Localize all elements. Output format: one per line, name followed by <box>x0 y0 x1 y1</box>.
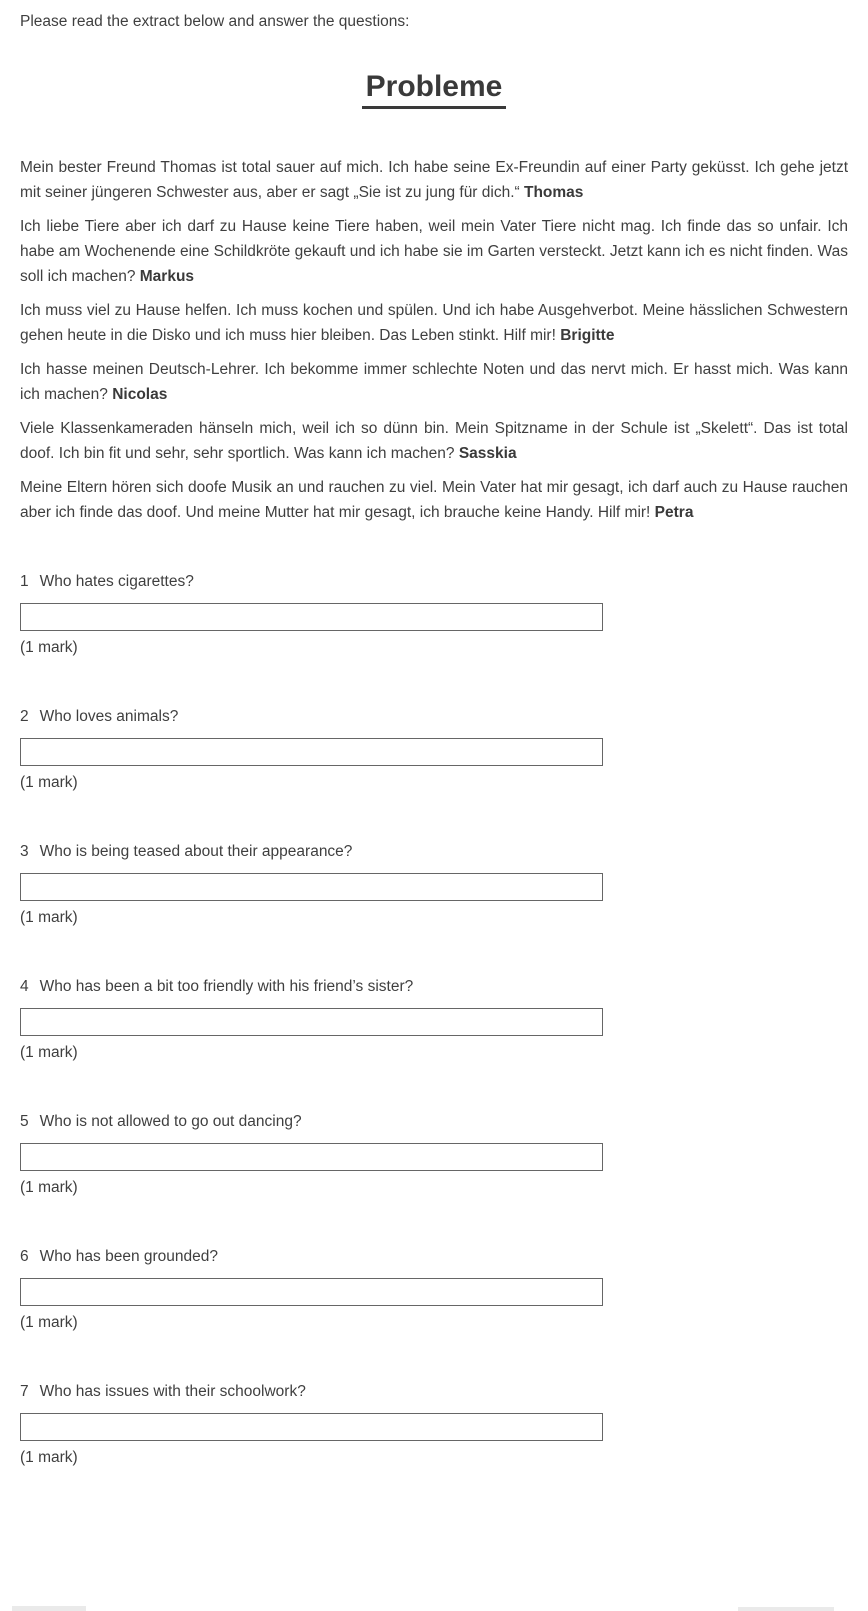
answer-input-4[interactable] <box>20 1008 603 1036</box>
extract-paragraph <box>20 214 848 289</box>
question-block-3 <box>20 839 848 930</box>
extract-paragraph <box>20 416 848 466</box>
author-name: Brigitte <box>560 327 615 344</box>
cutoff-element-left <box>12 1606 86 1611</box>
paragraph-text: Ich hasse meinen Deutsch-Lehrer. Ich bekomme immer schlechte Noten und das nervt mich. Er hasst mich. Was kann ich machen? <box>20 361 848 403</box>
question-text: Who has issues with their schoolwork? <box>39 1383 306 1400</box>
paragraph-text: Ich liebe Tiere aber ich darf zu Hause keine Tiere haben, weil mein Vater Tiere nicht mag. Ich finde das so unfair. Ich habe am Wochenende eine Schildkröte gekauft und ich habe sie im Garten versteckt. Jetzt kann ich es nicht finden. Was soll ich machen? <box>20 218 848 285</box>
question-number: 7 <box>20 1383 29 1400</box>
worksheet-title: Probleme <box>362 70 507 109</box>
questions-section <box>20 569 848 1470</box>
answer-input-7[interactable] <box>20 1413 603 1441</box>
mark-label: (1 mark) <box>20 639 78 656</box>
question-block-4 <box>20 974 848 1065</box>
mark-label: (1 mark) <box>20 1044 78 1061</box>
mark-label: (1 mark) <box>20 909 78 926</box>
answer-input-6[interactable] <box>20 1278 603 1306</box>
question-number: 3 <box>20 843 29 860</box>
extract-paragraph <box>20 298 848 348</box>
mark-label: (1 mark) <box>20 1449 78 1466</box>
question-number: 6 <box>20 1248 29 1265</box>
paragraph-text: Mein bester Freund Thomas ist total sauer auf mich. Ich habe seine Ex-Freundin auf einer Party geküsst. Ich gehe jetzt mit seiner jüngeren Schwester aus, aber er sagt „Sie ist zu jung für dich.“ <box>20 159 848 201</box>
paragraph-text: Meine Eltern hören sich doofe Musik an und rauchen zu viel. Mein Vater hat mir gesagt, ich darf auch zu Hause rauchen aber ich finde das doof. Und meine Mutter hat mir gesagt, ich brauche keine Handy. Hilf mir! <box>20 479 848 521</box>
question-line <box>20 1244 848 1269</box>
question-line <box>20 1109 848 1134</box>
answer-input-3[interactable] <box>20 873 603 901</box>
question-text: Who has been a bit too friendly with his friend’s sister? <box>39 978 414 995</box>
extract-paragraph <box>20 475 848 525</box>
question-block-5 <box>20 1109 848 1200</box>
author-name: Sasskia <box>458 445 517 462</box>
question-line <box>20 704 848 729</box>
question-block-6 <box>20 1244 848 1335</box>
question-line <box>20 1379 848 1404</box>
question-line <box>20 974 848 999</box>
mark-label: (1 mark) <box>20 1179 78 1196</box>
mark-label: (1 mark) <box>20 774 78 791</box>
author-name: Petra <box>654 504 694 521</box>
question-number: 2 <box>20 708 29 725</box>
question-number: 1 <box>20 573 29 590</box>
question-line <box>20 839 848 864</box>
mark-label: (1 mark) <box>20 1314 78 1331</box>
author-name: Thomas <box>524 184 584 201</box>
paragraph-text: Ich muss viel zu Hause helfen. Ich muss kochen und spülen. Und ich habe Ausgehverbot. Meine hässlichen Schwestern gehen heute in die Disko und ich muss hier bleiben. Das Leben stinkt. Hilf mir! <box>20 302 848 344</box>
extract-section <box>20 155 848 525</box>
cutoff-element-right <box>738 1607 834 1611</box>
question-text: Who has been grounded? <box>39 1248 219 1265</box>
author-name: Nicolas <box>112 386 168 403</box>
title-container <box>20 70 848 109</box>
extract-paragraph <box>20 357 848 407</box>
question-text: Who is being teased about their appearance? <box>39 843 353 860</box>
question-number: 4 <box>20 978 29 995</box>
question-line <box>20 569 848 594</box>
question-block-7 <box>20 1379 848 1470</box>
question-text: Who hates cigarettes? <box>39 573 194 590</box>
answer-input-2[interactable] <box>20 738 603 766</box>
question-text: Who loves animals? <box>39 708 179 725</box>
question-number: 5 <box>20 1113 29 1130</box>
question-block-1 <box>20 569 848 660</box>
question-block-2 <box>20 704 848 795</box>
paragraph-text: Viele Klassenkameraden hänseln mich, weil ich so dünn bin. Mein Spitzname in der Schule ist „Skelett“. Das ist total doof. Ich bin fit und sehr, sehr sportlich. Was kann ich machen? <box>20 420 848 462</box>
answer-input-1[interactable] <box>20 603 603 631</box>
answer-input-5[interactable] <box>20 1143 603 1171</box>
author-name: Markus <box>139 268 195 285</box>
question-text: Who is not allowed to go out dancing? <box>39 1113 302 1130</box>
extract-paragraph <box>20 155 848 205</box>
instruction-text: Please read the extract below and answer the questions: <box>20 13 410 30</box>
